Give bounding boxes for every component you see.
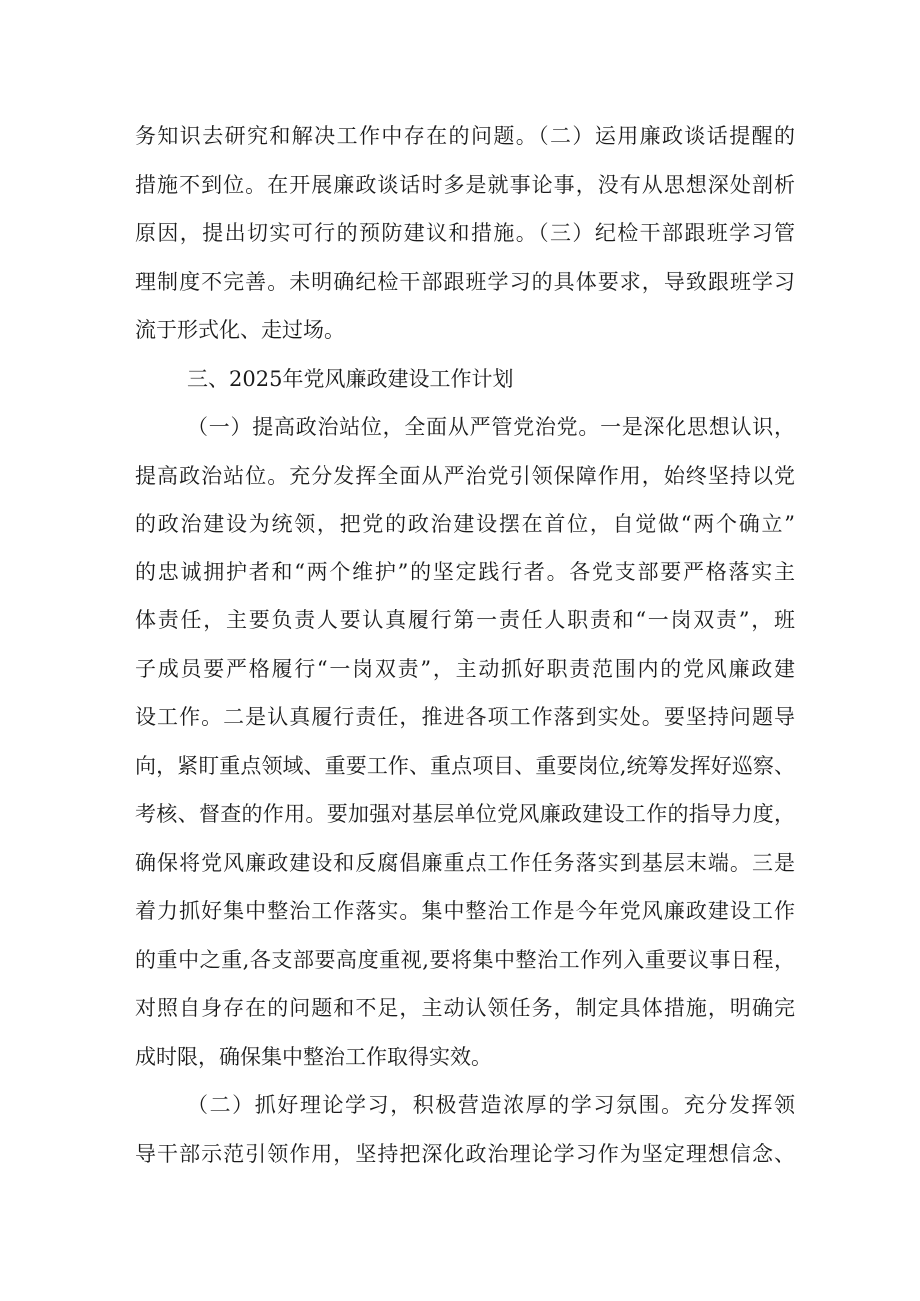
text-line: 原因，提出切实可行的预防建议和措施。（三）纪检干部跟班学习管 xyxy=(135,221,795,245)
text-line: 提高政治站位。充分发挥全面从严治党引领保障作用，始终坚持以党 xyxy=(135,464,795,488)
text-line: 务知识去研究和解决工作中存在的问题。（二）运用廉政谈话提醒的 xyxy=(135,124,795,148)
text-line: 措施不到位。在开展廉政谈话时多是就事论事，没有从思想深处剖析 xyxy=(135,173,795,197)
text-line: 确保将党风廉政建设和反腐倡廉重点工作任务落实到基层末端。三是 xyxy=(135,851,795,875)
text-line: （二）抓好理论学习，积极营造浓厚的学习氛围。充分发挥领 xyxy=(187,1093,795,1117)
text-line: 体责任，主要负责人要认真履行第一责任人职责和“一岗双责”，班 xyxy=(135,608,795,632)
text-line: 流于形式化、走过场。 xyxy=(135,318,345,342)
text-line: 导干部示范引领作用，坚持把深化政治理论学习作为坚定理想信念、 xyxy=(135,1142,795,1166)
text-line: 考核、督查的作用。要加强对基层单位党风廉政建设工作的指导力度， xyxy=(135,802,795,826)
text-line: 向，紧盯重点领域、重要工作、重点项目、重要岗位,统筹发挥好巡察、 xyxy=(135,754,795,778)
text-line: 子成员要严格履行“一岗双责”，主动抓好职责范围内的党风廉政建 xyxy=(135,657,795,681)
text-line: 的重中之重,各支部要高度重视,要将集中整治工作列入重要议事日程， xyxy=(135,948,795,972)
section-heading: 三、2025年党风廉政建设工作计划 xyxy=(187,367,514,391)
text-line: 成时限，确保集中整治工作取得实效。 xyxy=(135,1045,492,1069)
text-line: 的政治建设为统领，把党的政治建设摆在首位，自觉做“两个确立” xyxy=(135,512,795,536)
text-line: 着力抓好集中整治工作落实。集中整治工作是今年党风廉政建设工作 xyxy=(135,899,795,923)
text-line: 的忠诚拥护者和“两个维护”的坚定践行者。各党支部要严格落实主 xyxy=(135,560,795,584)
text-line: 理制度不完善。未明确纪检干部跟班学习的具体要求，导致跟班学习 xyxy=(135,270,795,294)
text-line: （一）提高政治站位，全面从严管党治党。一是深化思想认识， xyxy=(187,415,795,439)
text-line: 对照自身存在的问题和不足，主动认领任务，制定具体措施，明确完 xyxy=(135,996,795,1020)
text-line: 设工作。二是认真履行责任，推进各项工作落到实处。要坚持问题导 xyxy=(135,705,795,729)
